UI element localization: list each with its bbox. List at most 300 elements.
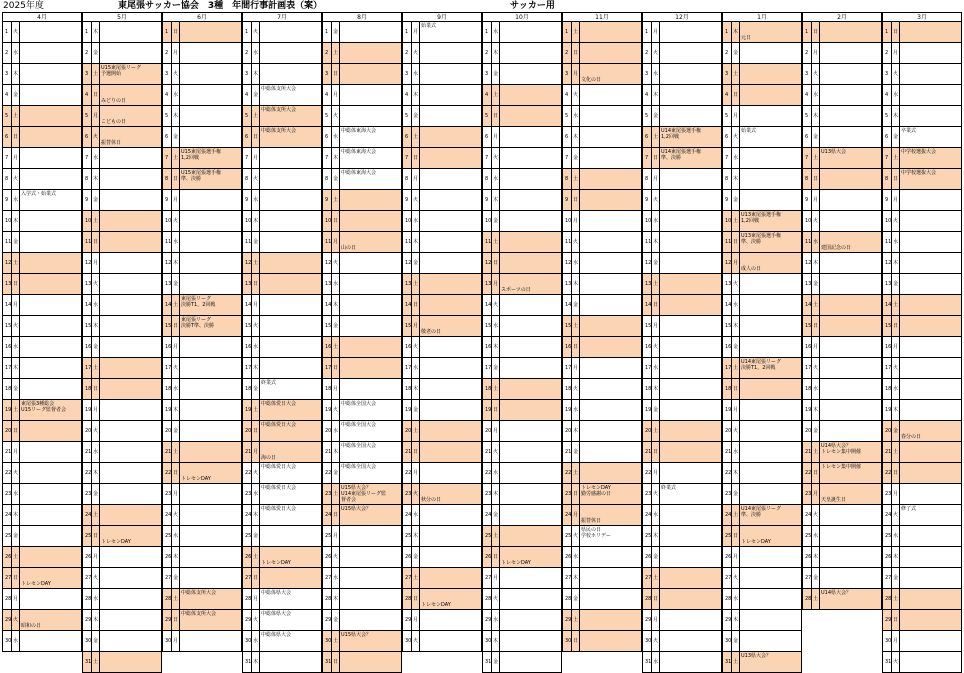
day-number: 31: [243, 652, 252, 672]
weekday: 日: [12, 127, 20, 147]
event-cell: [660, 316, 721, 336]
weekday: 水: [92, 148, 100, 168]
day-number: 1: [323, 22, 332, 42]
day-number: 25: [403, 526, 412, 546]
day-row: [882, 379, 962, 400]
event-cell: [660, 295, 721, 315]
weekday: 月: [172, 484, 180, 504]
subtitle: サッカー用: [510, 1, 555, 11]
event-text: 東尾張3種総会 U15リーグ監督者会: [21, 401, 67, 413]
day-number: 24: [83, 505, 92, 525]
day-row: [2, 526, 82, 547]
day-row: [882, 316, 962, 337]
day-number: 16: [883, 337, 892, 357]
weekday: 木: [492, 631, 500, 651]
event-cell: [820, 211, 881, 231]
day-row: [402, 463, 482, 484]
day-number: 25: [483, 526, 492, 546]
weekday: 木: [12, 358, 20, 378]
day-number: 20: [803, 421, 812, 441]
weekday: 木: [12, 64, 20, 84]
weekday: 火: [892, 64, 900, 84]
event-cell: [500, 400, 561, 420]
day-number: 8: [483, 169, 492, 189]
event-cell: [180, 547, 241, 567]
weekday: 木: [812, 106, 820, 126]
weekday: 木: [732, 610, 740, 630]
event-cell: [740, 274, 801, 294]
day-number: 8: [803, 169, 812, 189]
weekday: 木: [492, 484, 500, 504]
event-cell: [180, 85, 241, 105]
weekday: 火: [12, 610, 20, 630]
event-cell: [580, 211, 641, 231]
weekday: 土: [12, 253, 20, 273]
weekday: 金: [252, 85, 260, 105]
day-number: 23: [163, 484, 172, 504]
event-cell: [740, 106, 801, 126]
month-column: [162, 12, 242, 663]
day-row: [642, 463, 722, 484]
weekday: 水: [492, 610, 500, 630]
weekday: 月: [652, 316, 660, 336]
day-number: 22: [3, 463, 12, 483]
day-row: [482, 211, 562, 232]
event-cell: [740, 505, 801, 525]
day-number: 31: [483, 652, 492, 672]
event-cell: [820, 379, 881, 399]
day-number: 18: [403, 379, 412, 399]
weekday: 日: [172, 316, 180, 336]
event-cell: [660, 463, 721, 483]
day-row: [402, 337, 482, 358]
event-cell: [740, 43, 801, 63]
day-row: [2, 589, 82, 610]
event-cell: [20, 85, 81, 105]
day-row: [242, 106, 322, 127]
event-cell: [20, 421, 81, 441]
day-row: [242, 358, 322, 379]
event-cell: [740, 526, 801, 546]
event-text: U14県大会？ トレセン集中開催: [821, 443, 862, 455]
month-header: 11月: [562, 12, 642, 22]
day-row: [722, 610, 802, 631]
event-text: 中総体支所大会: [261, 107, 297, 113]
day-row: [482, 589, 562, 610]
weekday: 日: [172, 22, 180, 42]
weekday: 水: [572, 253, 580, 273]
day-row: [82, 274, 162, 295]
day-row: [322, 547, 402, 568]
day-row: [882, 274, 962, 295]
event-cell: [340, 22, 401, 42]
event-cell: [820, 316, 881, 336]
weekday: 木: [652, 232, 660, 252]
day-row: [882, 610, 962, 631]
day-row: [482, 85, 562, 106]
event-cell: [100, 190, 161, 210]
event-cell: [20, 589, 81, 609]
event-cell: [340, 190, 401, 210]
weekday: 金: [252, 379, 260, 399]
event-cell: [340, 547, 401, 567]
weekday: 日: [332, 652, 340, 672]
day-number: 20: [563, 421, 572, 441]
weekday: 金: [12, 85, 20, 105]
event-cell: [420, 379, 481, 399]
day-row: [82, 652, 162, 673]
day-number: 14: [163, 295, 172, 315]
event-cell: [20, 148, 81, 168]
day-row: [722, 505, 802, 526]
event-cell: [660, 358, 721, 378]
event-cell: [900, 337, 961, 357]
event-cell: [420, 190, 481, 210]
event-text: 東尾張リーグ 決勝T1，2回戦: [181, 296, 216, 308]
weekday: 月: [412, 169, 420, 189]
weekday: 水: [412, 505, 420, 525]
day-row: [882, 547, 962, 568]
day-row: [82, 379, 162, 400]
event-text: 中総体全国大会: [341, 422, 377, 428]
event-cell: [580, 379, 641, 399]
weekday: 木: [812, 400, 820, 420]
weekday: 木: [652, 379, 660, 399]
weekday: 木: [172, 400, 180, 420]
day-row: [242, 43, 322, 64]
weekday: 土: [732, 211, 740, 231]
day-number: 1: [163, 22, 172, 42]
day-row: [882, 484, 962, 505]
day-number: 19: [323, 400, 332, 420]
day-row: [562, 505, 642, 526]
day-number: 3: [563, 64, 572, 84]
day-number: 7: [483, 148, 492, 168]
day-row: [722, 295, 802, 316]
event-text: 入学式・始業式: [21, 191, 57, 197]
weekday: 木: [652, 85, 660, 105]
weekday: 土: [812, 148, 820, 168]
day-row: [242, 253, 322, 274]
event-cell: [420, 526, 481, 546]
event-cell: [180, 106, 241, 126]
weekday: 木: [12, 505, 20, 525]
day-row: [802, 400, 882, 421]
weekday: 土: [892, 148, 900, 168]
event-text: 昭和の日: [21, 623, 42, 629]
day-row: [882, 589, 962, 610]
weekday: 水: [12, 337, 20, 357]
weekday: 土: [92, 211, 100, 231]
day-number: 22: [323, 463, 332, 483]
event-cell: [340, 379, 401, 399]
day-number: 6: [483, 127, 492, 147]
weekday: 火: [892, 652, 900, 672]
weekday: 火: [172, 211, 180, 231]
day-number: 3: [83, 64, 92, 84]
day-number: 29: [163, 610, 172, 630]
month-column: [882, 12, 962, 663]
event-cell: [820, 253, 881, 273]
event-cell: [900, 421, 961, 441]
weekday: 火: [812, 64, 820, 84]
event-text: U15東尾張リーグ 予選開始: [101, 65, 142, 77]
weekday: 土: [572, 463, 580, 483]
event-cell: [180, 463, 241, 483]
day-number: 10: [403, 211, 412, 231]
day-number: 18: [83, 379, 92, 399]
event-cell: [20, 295, 81, 315]
event-cell: [260, 232, 321, 252]
weekday: 木: [92, 463, 100, 483]
event-cell: [660, 211, 721, 231]
day-row: [642, 148, 722, 169]
day-row: [642, 295, 722, 316]
month-column: [562, 12, 642, 663]
month-header: 1月: [722, 12, 802, 22]
weekday: 火: [572, 379, 580, 399]
event-cell: [580, 337, 641, 357]
weekday: 土: [412, 274, 420, 294]
day-number: 11: [83, 232, 92, 252]
day-number: 29: [643, 610, 652, 630]
event-text: トレセンDAY: [741, 539, 771, 545]
event-cell: [100, 358, 161, 378]
event-text: 中総体東海大会: [341, 170, 377, 176]
event-cell: [740, 316, 801, 336]
event-cell: [260, 274, 321, 294]
event-cell: [100, 589, 161, 609]
weekday: 土: [732, 64, 740, 84]
day-row: [882, 43, 962, 64]
event-cell: [820, 400, 881, 420]
event-text: 終業式: [261, 380, 277, 386]
day-row: [562, 43, 642, 64]
day-number: 18: [243, 379, 252, 399]
weekday: 金: [172, 421, 180, 441]
annual-calendar: [2, 12, 962, 663]
event-cell: [180, 127, 241, 147]
day-row: [642, 589, 722, 610]
day-number: 19: [643, 400, 652, 420]
day-number: 4: [163, 85, 172, 105]
day-number: 22: [163, 463, 172, 483]
weekday: 月: [92, 253, 100, 273]
day-number: 1: [243, 22, 252, 42]
weekday: 月: [412, 610, 420, 630]
event-cell: [180, 526, 241, 546]
day-row: [402, 526, 482, 547]
event-cell: [260, 547, 321, 567]
weekday: 月: [732, 400, 740, 420]
weekday: 金: [892, 274, 900, 294]
weekday: 水: [732, 148, 740, 168]
weekday: 日: [412, 442, 420, 462]
event-cell: [420, 631, 481, 651]
weekday: 月: [812, 337, 820, 357]
day-row: [162, 274, 242, 295]
day-row: [402, 211, 482, 232]
day-row: [82, 148, 162, 169]
day-number: 22: [803, 463, 812, 483]
title-bar: [0, 0, 964, 12]
day-number: 21: [483, 442, 492, 462]
day-row: [162, 253, 242, 274]
day-number: 8: [243, 169, 252, 189]
weekday: 日: [332, 211, 340, 231]
event-cell: [900, 484, 961, 504]
event-cell: [20, 631, 81, 651]
event-cell: [20, 253, 81, 273]
day-number: 14: [643, 295, 652, 315]
event-cell: [340, 295, 401, 315]
day-row: [2, 400, 82, 421]
day-row: [882, 148, 962, 169]
weekday: 月: [332, 232, 340, 252]
day-number: 28: [883, 589, 892, 609]
day-number: 28: [723, 589, 732, 609]
weekday: 木: [252, 358, 260, 378]
day-row: [402, 190, 482, 211]
day-number: 20: [3, 421, 12, 441]
event-cell: [100, 22, 161, 42]
day-number: 1: [483, 22, 492, 42]
day-number: 12: [723, 253, 732, 273]
weekday: 木: [412, 379, 420, 399]
weekday: 火: [812, 505, 820, 525]
weekday: 月: [732, 547, 740, 567]
event-cell: [100, 379, 161, 399]
day-row: [162, 64, 242, 85]
weekday: 金: [92, 484, 100, 504]
weekday: 火: [12, 463, 20, 483]
day-row: [322, 43, 402, 64]
event-text: 中総体支所大会: [181, 590, 217, 596]
day-row: [402, 631, 482, 652]
weekday: 金: [492, 211, 500, 231]
day-number: 17: [483, 358, 492, 378]
day-row: [322, 64, 402, 85]
event-cell: [180, 169, 241, 189]
event-cell: [580, 253, 641, 273]
event-cell: [580, 505, 641, 525]
weekday: 日: [652, 589, 660, 609]
event-text: 中総体支所大会: [181, 611, 217, 617]
event-cell: [660, 526, 721, 546]
day-row: [162, 358, 242, 379]
event-cell: [420, 484, 481, 504]
day-number: 7: [803, 148, 812, 168]
day-row: [242, 379, 322, 400]
day-row: [322, 274, 402, 295]
event-text: U15東尾張選手権 準、決勝: [181, 170, 222, 182]
event-cell: [500, 85, 561, 105]
day-row: [802, 190, 882, 211]
day-row: [242, 463, 322, 484]
event-cell: [580, 274, 641, 294]
day-number: 4: [3, 85, 12, 105]
event-cell: [180, 22, 241, 42]
day-row: [242, 274, 322, 295]
day-row: [162, 505, 242, 526]
day-number: 21: [563, 442, 572, 462]
weekday: 金: [332, 169, 340, 189]
day-number: 15: [163, 316, 172, 336]
day-row: [642, 232, 722, 253]
day-number: 29: [403, 610, 412, 630]
weekday: 木: [892, 253, 900, 273]
day-row: [82, 526, 162, 547]
event-cell: [340, 589, 401, 609]
day-number: 2: [3, 43, 12, 63]
day-number: 22: [403, 463, 412, 483]
event-cell: [100, 127, 161, 147]
day-row: [722, 400, 802, 421]
day-number: 17: [83, 358, 92, 378]
weekday: 土: [172, 589, 180, 609]
day-row: [802, 484, 882, 505]
day-number: 23: [723, 484, 732, 504]
day-row: [482, 379, 562, 400]
day-row: [162, 568, 242, 589]
weekday: 土: [892, 589, 900, 609]
event-cell: [20, 379, 81, 399]
day-number: 13: [883, 274, 892, 294]
event-cell: [900, 85, 961, 105]
day-number: 20: [403, 421, 412, 441]
weekday: 水: [572, 106, 580, 126]
day-row: [162, 463, 242, 484]
day-number: 26: [243, 547, 252, 567]
day-number: 16: [83, 337, 92, 357]
weekday: 月: [492, 421, 500, 441]
day-number: 6: [643, 127, 652, 147]
event-cell: [420, 547, 481, 567]
day-number: 9: [83, 190, 92, 210]
day-row: [82, 421, 162, 442]
day-row: [322, 442, 402, 463]
event-cell: [740, 631, 801, 651]
weekday: 金: [172, 127, 180, 147]
weekday: 火: [812, 211, 820, 231]
day-number: 20: [163, 421, 172, 441]
event-cell: [500, 652, 561, 672]
day-number: 15: [83, 316, 92, 336]
day-number: 30: [323, 631, 332, 651]
weekday: 土: [12, 106, 20, 126]
day-row: [2, 190, 82, 211]
day-number: 27: [83, 568, 92, 588]
day-row: [482, 505, 562, 526]
day-number: 8: [723, 169, 732, 189]
weekday: 水: [92, 589, 100, 609]
weekday: 金: [892, 421, 900, 441]
day-row: [242, 631, 322, 652]
weekday: 土: [12, 547, 20, 567]
event-cell: [100, 337, 161, 357]
day-row: [882, 211, 962, 232]
day-number: 22: [483, 463, 492, 483]
day-number: 7: [643, 148, 652, 168]
day-number: 2: [163, 43, 172, 63]
day-number: 7: [3, 148, 12, 168]
day-row: [642, 64, 722, 85]
day-row: [562, 211, 642, 232]
day-number: 5: [83, 106, 92, 126]
month-header: 5月: [82, 12, 162, 22]
weekday: 土: [332, 631, 340, 651]
event-cell: [580, 316, 641, 336]
